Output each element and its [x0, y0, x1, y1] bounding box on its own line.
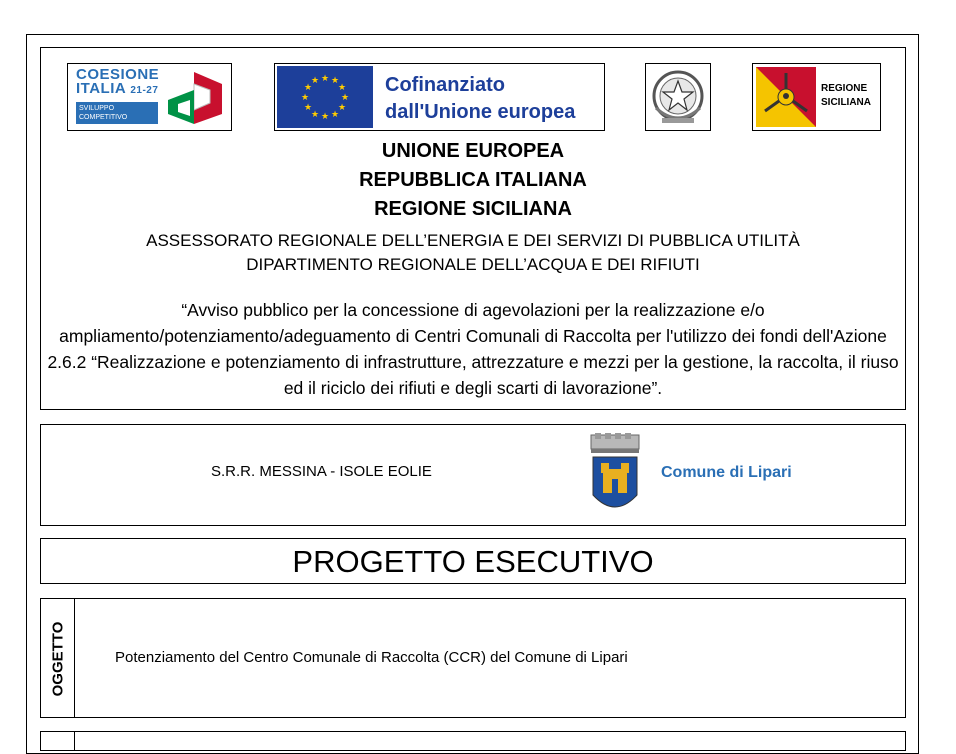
- header-assessorato: ASSESSORATO REGIONALE DELL’ENERGIA E DEI SERVIZI DI PUBBLICA UTILITÀ: [146, 231, 800, 250]
- oggetto-section: [40, 598, 906, 718]
- svg-text:★: ★: [340, 93, 350, 103]
- eu-logo-text: Cofinanziato dall'Unione europea: [385, 74, 576, 123]
- srr-label: S.R.R. MESSINA - ISOLE EOLIE: [211, 463, 432, 480]
- regione-siciliana-logo: [752, 63, 881, 131]
- svg-text:★: ★: [303, 83, 313, 93]
- page-title: PROGETTO ESECUTIVO: [292, 544, 654, 579]
- srr-section: [40, 424, 906, 526]
- svg-text:★: ★: [330, 76, 340, 86]
- svg-text:★: ★: [320, 74, 330, 84]
- title-section: [40, 538, 906, 584]
- coesione-logo-wordmark: COESIONE ITALIA 21-27: [76, 66, 160, 97]
- coesione-logo-sub: SVILUPPO COMPETITIVO: [76, 102, 158, 124]
- trinacria-icon: [756, 67, 816, 127]
- header-section: [40, 47, 906, 410]
- repubblica-italiana-emblem: [645, 63, 711, 131]
- eu-flag-icon: [277, 66, 373, 128]
- header-repubblica-italiana: REPUBBLICA ITALIANA: [359, 169, 587, 191]
- svg-text:★: ★: [300, 93, 310, 103]
- svg-text:★: ★: [330, 110, 340, 120]
- svg-text:★: ★: [310, 110, 320, 120]
- eu-cofinanced-logo: [274, 63, 605, 131]
- oggetto-description: Potenziamento del Centro Comunale di Raccolta (CCR) del Comune di Lipari: [115, 649, 628, 666]
- svg-text:★: ★: [337, 83, 347, 93]
- italian-emblem-icon: [646, 64, 710, 130]
- header-unione-europea: UNIONE EUROPEA: [381, 140, 565, 162]
- header-dipartimento: DIPARTIMENTO REGIONALE DELL’ACQUA E DEI RIFIUTI: [246, 255, 700, 274]
- coesione-italia-logo: [67, 63, 232, 131]
- oggetto-label: OGGETTO: [49, 621, 67, 697]
- coesione-cube-icon: [166, 70, 228, 126]
- svg-text:★: ★: [337, 103, 347, 113]
- comune-di-lipari-label: Comune di Lipari: [661, 464, 792, 481]
- svg-text:★: ★: [320, 112, 330, 122]
- next-section: [40, 731, 906, 751]
- lipari-coat-of-arms-icon: [587, 433, 643, 519]
- svg-text:★: ★: [310, 76, 320, 86]
- avviso-pubblico-text: “Avviso pubblico per la concessione di agevolazioni per la realizzazione e/o ampliamento/potenziamento/adeguamento di Centri Comunali di Raccolta per l'utilizzo dei fondi dell'Azione 2.6.2 “Realizzazione e potenziamento di infrastrutture, attrezzature e mezzi per la gestione, la raccolta, il riuso ed il riciclo dei rifiuti e degli scarti di lavorazione”.: [47, 300, 899, 398]
- svg-text:★: ★: [303, 103, 313, 113]
- oggetto-side-column: [41, 599, 75, 717]
- header-regione-siciliana: REGIONE SICILIANA: [374, 198, 572, 220]
- regione-logo-text: REGIONE SICILIANA: [821, 83, 871, 108]
- next-side-column: [41, 732, 75, 750]
